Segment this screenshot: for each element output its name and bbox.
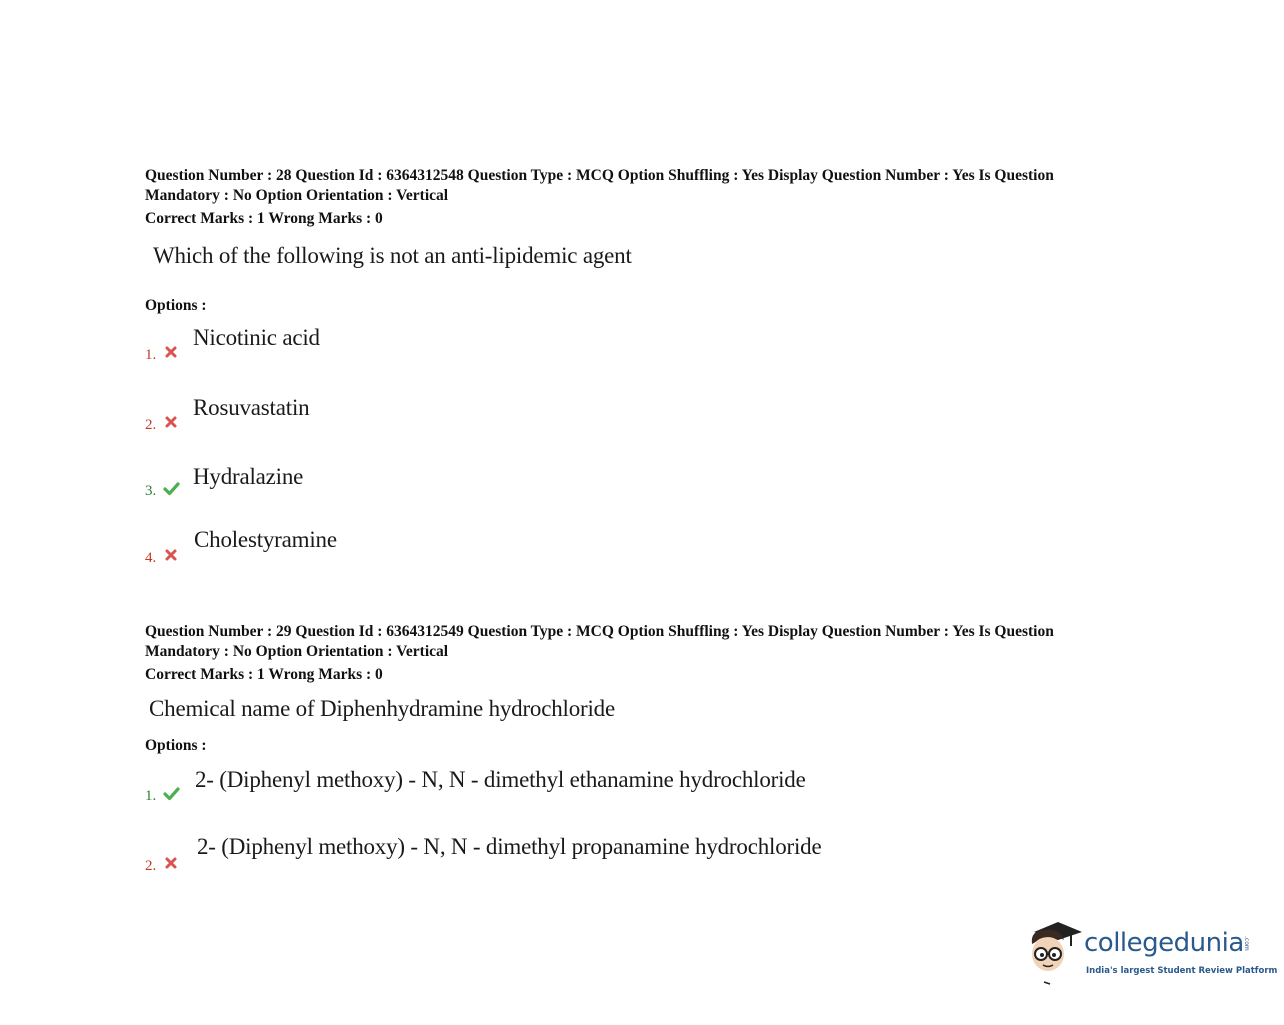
option-text: 2- (Diphenyl methoxy) - N, N - dimethyl ethanamine hydrochloride — [195, 767, 806, 792]
cross-icon — [164, 548, 178, 562]
option-number: 3. — [145, 483, 157, 499]
option-number: 1. — [145, 347, 157, 363]
question-meta: Question Number : 29 Question Id : 6364312549 Question Type : MCQ Option Shuffling : Yes Display Question Number : Yes Is Question Mandatory : No Option Orientation : Vertical — [145, 623, 1054, 660]
option-text: Nicotinic acid — [193, 325, 320, 350]
cross-icon — [164, 415, 178, 429]
option-number: 4. — [145, 550, 157, 566]
cross-icon — [164, 345, 178, 359]
brand-suffix: .com — [1243, 936, 1250, 951]
cross-icon — [164, 856, 178, 870]
option-text: Hydralazine — [193, 464, 304, 489]
question-28-header — [145, 166, 1105, 228]
question-marks: Correct Marks : 1 Wrong Marks : 0 — [145, 666, 383, 683]
question-text: Chemical name of Diphenhydramine hydrochloride — [149, 696, 615, 721]
options-label: Options : — [145, 297, 207, 314]
check-icon — [163, 786, 180, 801]
mascot-icon — [1024, 918, 1084, 988]
question-marks: Correct Marks : 1 Wrong Marks : 0 — [145, 210, 383, 227]
option-number: 2. — [145, 858, 157, 874]
check-icon — [163, 481, 180, 496]
question-text: Which of the following is not an anti-lipidemic agent — [153, 243, 632, 268]
options-label: Options : — [145, 737, 207, 754]
option-number: 2. — [145, 417, 157, 433]
brand-name: collegedunia — [1084, 928, 1244, 958]
option-text: Cholestyramine — [194, 527, 337, 552]
option-text: 2- (Diphenyl methoxy) - N, N - dimethyl propanamine hydrochloride — [197, 834, 822, 859]
brand-logo — [1024, 918, 1278, 988]
question-29-header — [145, 622, 1105, 684]
question-meta: Question Number : 28 Question Id : 6364312548 Question Type : MCQ Option Shuffling : Yes Display Question Number : Yes Is Question Mandatory : No Option Orientation : Vertical — [145, 167, 1054, 204]
brand-tagline: India's largest Student Review Platform — [1086, 966, 1278, 976]
option-number: 1. — [145, 788, 157, 804]
option-text: Rosuvastatin — [193, 395, 310, 420]
